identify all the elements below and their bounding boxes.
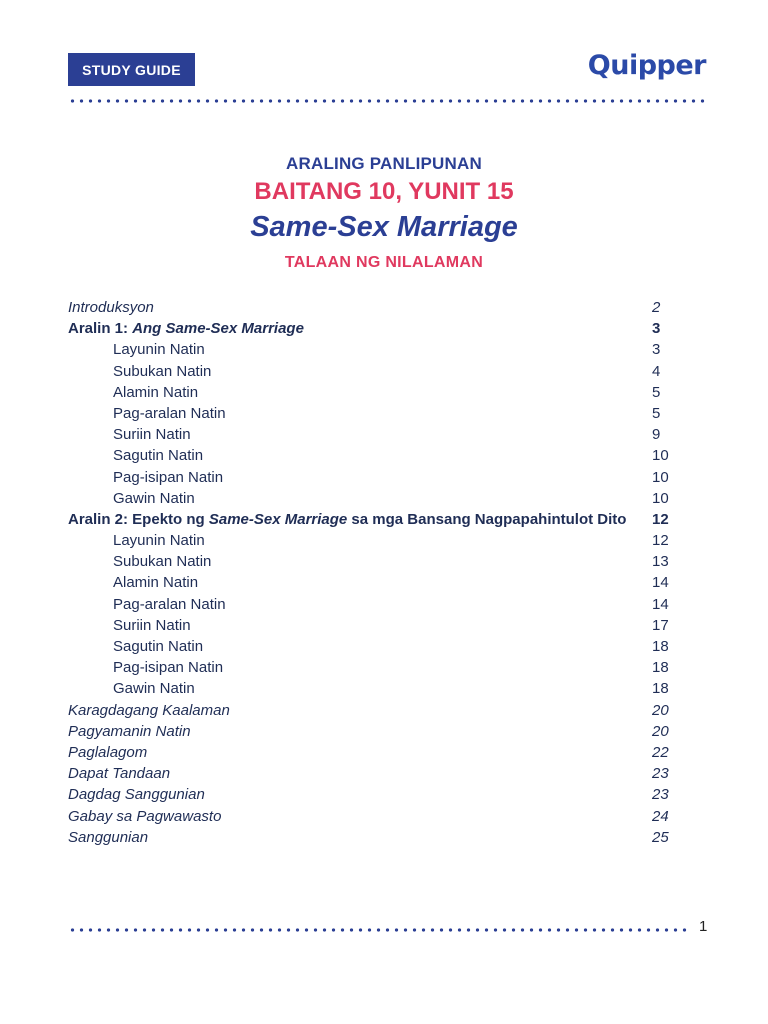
toc-row[interactable] [68,617,678,638]
toc-entry-page: 18 [652,638,669,655]
top-divider [68,99,708,103]
toc-entry-page: 20 [652,722,669,740]
toc-entry-page: 22 [652,743,669,761]
toc-entry-label: Alamin Natin [113,574,199,592]
toc-entry-page: 17 [652,616,669,634]
toc-entry-label: Gawin Natin [113,680,195,698]
toc-entry-label: Pag-isipan Natin [113,659,224,677]
toc-entry-page: 9 [652,426,661,444]
lesson-title: Ang Same-Sex Marriage [132,320,304,338]
toc-entry-label: Sagutin Natin [113,447,204,465]
toc-entry-label: Subukan Natin [113,553,212,571]
toc-row[interactable] [68,829,678,850]
toc-entry-label: Pag-aralan Natin [113,595,226,613]
toc-row[interactable] [68,341,678,362]
toc-entry-label: Gabay sa Pagwawasto [68,807,222,825]
toc-row[interactable] [68,638,678,659]
toc-entry-page: 24 [652,807,669,825]
toc-row[interactable] [68,426,678,447]
toc-row[interactable] [68,744,678,765]
toc-entry-label: Gawin Natin [113,489,195,507]
subject-heading: ARALING PANLIPUNAN [286,154,482,173]
toc-entry-label: Subukan Natin [113,362,212,380]
toc-entry-page: 18 [652,680,669,698]
toc-entry-label: Introduksyon [68,299,154,316]
toc-entry-page: 23 [652,786,669,804]
toc-row[interactable] [68,363,678,384]
toc-entry-page: 23 [652,765,669,783]
toc-row[interactable] [68,405,678,426]
toc-row[interactable] [68,808,678,829]
lesson-title: Same-Sex Marriage [208,510,348,528]
toc-entry-page: 25 [652,828,669,846]
toc-entry-page: 10 [652,489,669,507]
toc-entry-page: 10 [652,447,669,465]
toc-entry-label: Suriin Natin [113,426,191,444]
toc-row[interactable] [68,786,678,807]
toc-entry-page: 14 [652,595,669,613]
toc-row[interactable] [68,680,678,701]
toc-lesson-label [68,511,626,528]
grade-unit-heading: BAITANG 10, YUNIT 15 [254,178,514,205]
lesson-prefix: Aralin 1: [68,320,133,338]
toc-row[interactable] [68,447,678,468]
toc-entry-page: 5 [652,383,661,401]
table-of-contents [68,299,678,850]
toc-entry-page: 12 [652,532,669,550]
toc-entry-page: 3 [652,320,661,338]
toc-entry-label: Pag-aralan Natin [113,404,226,422]
toc-entry-page: 18 [652,659,669,677]
study-guide-badge: STUDY GUIDE [68,53,195,86]
toc-entry-label: Paglalagom [68,743,148,761]
toc-entry-label: Sagutin Natin [113,638,204,655]
toc-entry-page: 12 [652,510,669,528]
toc-row[interactable] [68,723,678,744]
toc-row[interactable] [68,532,678,553]
toc-heading: TALAAN NG NILALAMAN [284,254,484,271]
toc-row[interactable] [68,384,678,405]
toc-entry-label: Dagdag Sanggunian [68,786,205,804]
toc-row[interactable] [68,659,678,680]
quipper-logo: Quipper [587,50,706,81]
bottom-divider [68,928,690,932]
toc-entry-label: Layunin Natin [113,341,205,359]
lesson-suffix: sa mga Bansang Nagpapahintulot Dito [347,510,627,528]
toc-row-lesson-1[interactable] [68,320,678,341]
toc-entry-page: 2 [652,299,661,316]
toc-row[interactable] [68,702,678,723]
toc-entry-page: 3 [652,341,661,359]
toc-entry-label: Sanggunian [68,828,149,846]
toc-entry-label: Karagdagang Kaalaman [68,701,230,719]
toc-row[interactable] [68,553,678,574]
lesson-prefix: Aralin 2: Epekto ng [68,510,209,528]
toc-entry-page: 20 [652,701,669,719]
toc-entry-page: 14 [652,574,669,592]
toc-row[interactable] [68,490,678,511]
toc-entry-label: Pag-isipan Natin [113,468,224,486]
toc-lesson-label [68,320,304,337]
page-number: 1 [699,918,708,935]
toc-entry-label: Dapat Tandaan [68,765,171,783]
toc-row-lesson-2[interactable] [68,511,678,532]
toc-entry-label: Pagyamanin Natin [68,722,191,740]
toc-entry-page: 4 [652,362,661,380]
toc-entry-page: 10 [652,468,669,486]
toc-entry-label: Layunin Natin [113,532,205,550]
toc-entry-page: 5 [652,404,661,422]
toc-row[interactable] [68,765,678,786]
page-title: Same-Sex Marriage [250,211,518,243]
toc-row[interactable] [68,596,678,617]
toc-row[interactable] [68,469,678,490]
toc-entry-label: Suriin Natin [113,616,191,634]
toc-row-intro[interactable] [68,299,678,320]
toc-row[interactable] [68,574,678,595]
toc-entry-page: 13 [652,553,669,571]
toc-entry-label: Alamin Natin [113,383,199,401]
